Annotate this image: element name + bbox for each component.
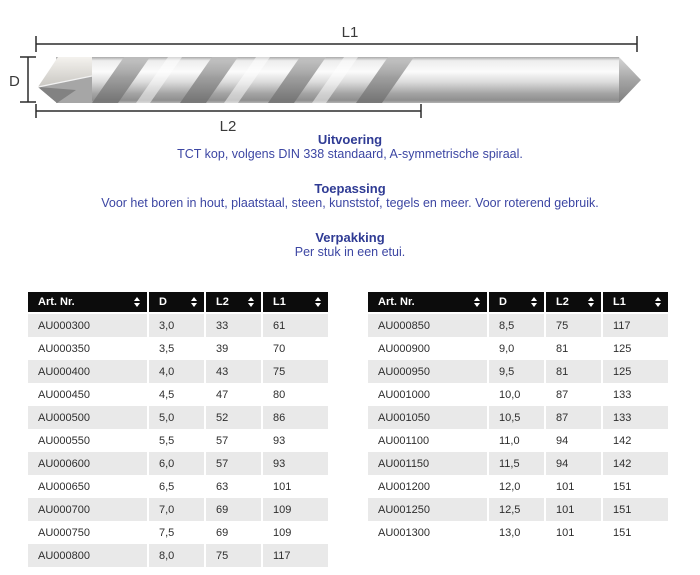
column-header-label: L2: [556, 296, 569, 308]
table-cell: 5,0: [148, 406, 205, 429]
table-cell: 133: [613, 388, 632, 401]
column-header-label: L1: [613, 296, 626, 308]
column-header-label: D: [499, 296, 507, 308]
column-header-l2[interactable]: [545, 292, 602, 313]
sort-icon: [588, 297, 594, 307]
section-body: TCT kop, volgens DIN 338 standaard, A-symmetrische spiraal.: [177, 147, 523, 161]
table-cell: 86: [273, 411, 286, 424]
table-row: [368, 360, 668, 383]
table-cell: 75: [205, 544, 262, 567]
table-cell: 10,5: [488, 406, 545, 429]
section-title: Uitvoering: [317, 132, 383, 147]
table-cell: AU001000: [368, 383, 488, 406]
table-cell: 125: [613, 365, 632, 378]
table-cell: AU000850: [368, 313, 488, 337]
table-cell: AU001050: [368, 406, 488, 429]
table-cell: 142: [613, 457, 632, 470]
table-cell: 39: [205, 337, 262, 360]
table-cell: 6,0: [148, 452, 205, 475]
table-cell: 94: [545, 452, 602, 475]
table-cell: 70: [273, 342, 286, 355]
table-row: [28, 521, 328, 544]
section-title: Verpakking: [315, 230, 385, 245]
table-cell: 69: [205, 498, 262, 521]
table-cell: 52: [205, 406, 262, 429]
dimension-label-l1: L1: [341, 24, 359, 41]
table-cell: 151: [613, 480, 632, 493]
table-cell: 94: [545, 429, 602, 452]
table-cell: 4,0: [148, 360, 205, 383]
table-row: [28, 406, 328, 429]
table-cell: 117: [273, 549, 291, 562]
table-cell: 10,0: [488, 383, 545, 406]
table-row: [368, 452, 668, 475]
table-cell: AU000400: [28, 360, 148, 383]
table-cell: 57: [205, 429, 262, 452]
section-body: Voor het boren in hout, plaatstaal, steen, kunststof, tegels en meer. Voor roterend gebruik.: [101, 196, 599, 210]
column-header-art-nr[interactable]: [28, 292, 148, 313]
table-cell: 87: [545, 406, 602, 429]
table-cell: 8,5: [488, 313, 545, 337]
dimension-label-l2: L2: [219, 118, 237, 135]
section-verpakking: [0, 230, 700, 260]
table-row: [368, 383, 668, 406]
table-row: [28, 452, 328, 475]
dimension-label-d: D: [9, 73, 20, 90]
column-header-label: L2: [216, 296, 229, 308]
column-header-label: Art. Nr.: [38, 296, 75, 308]
table-cell: 80: [273, 388, 286, 401]
sort-icon: [315, 297, 321, 307]
description-sections: [0, 132, 700, 279]
sort-icon: [655, 297, 661, 307]
table-row: [368, 406, 668, 429]
table-cell: AU001250: [368, 498, 488, 521]
table-row: [28, 337, 328, 360]
table-cell: 87: [545, 383, 602, 406]
table-cell: AU000550: [28, 429, 148, 452]
table-cell: 11,0: [488, 429, 545, 452]
table-cell: 7,0: [148, 498, 205, 521]
column-header-l1[interactable]: [262, 292, 328, 313]
table-cell: 75: [273, 365, 286, 378]
table-cell: 11,5: [488, 452, 545, 475]
table-row: [368, 475, 668, 498]
table-cell: 93: [273, 434, 286, 447]
column-header-d[interactable]: [148, 292, 205, 313]
table-cell: 109: [273, 526, 292, 539]
sort-icon: [474, 297, 480, 307]
sort-icon: [191, 297, 197, 307]
table-row: [28, 498, 328, 521]
table-header-row: [368, 292, 668, 313]
table-cell: AU000450: [28, 383, 148, 406]
table-cell: 12,5: [488, 498, 545, 521]
column-header-art-nr[interactable]: [368, 292, 488, 313]
column-header-label: L1: [273, 296, 286, 308]
table-row: [28, 360, 328, 383]
table-cell: 61: [273, 319, 286, 332]
section-uitvoering: [0, 132, 700, 162]
table-cell: 93: [273, 457, 286, 470]
table-cell: 101: [273, 480, 292, 493]
product-table-left: [28, 292, 328, 567]
section-body: Per stuk in een etui.: [294, 245, 406, 259]
table-cell: 133: [613, 411, 632, 424]
table-cell: AU001200: [368, 475, 488, 498]
table-cell: AU001100: [368, 429, 488, 452]
table-cell: 9,5: [488, 360, 545, 383]
table-cell: AU001300: [368, 521, 488, 544]
table-cell: AU000750: [28, 521, 148, 544]
table-cell: 101: [545, 521, 602, 544]
table-row: [368, 313, 668, 337]
table-row: [368, 429, 668, 452]
table-row: [368, 498, 668, 521]
dimension-d: [20, 57, 36, 102]
column-header-l2[interactable]: [205, 292, 262, 313]
table-cell: 3,5: [148, 337, 205, 360]
table-cell: 151: [613, 526, 632, 539]
table-cell: 101: [545, 498, 602, 521]
table-cell: 33: [205, 313, 262, 337]
section-toepassing: [0, 181, 700, 211]
product-table-right: [368, 292, 668, 544]
table-row: [28, 544, 328, 567]
table-cell: AU000900: [368, 337, 488, 360]
table-cell: 12,0: [488, 475, 545, 498]
table-cell: AU000600: [28, 452, 148, 475]
table-cell: AU000500: [28, 406, 148, 429]
table-cell: 151: [613, 503, 632, 516]
drill-bit-image: [38, 57, 641, 103]
table-cell: 9,0: [488, 337, 545, 360]
table-cell: 57: [205, 452, 262, 475]
table-cell: 8,0: [148, 544, 205, 567]
table-cell: AU000700: [28, 498, 148, 521]
dimension-l2: [36, 104, 421, 118]
table-cell: 63: [205, 475, 262, 498]
section-title: Toepassing: [314, 181, 386, 196]
table-cell: AU001150: [368, 452, 488, 475]
sort-icon: [134, 297, 140, 307]
drill-bit-figure: [0, 0, 700, 140]
table-cell: 43: [205, 360, 262, 383]
table-cell: 5,5: [148, 429, 205, 452]
table-row: [368, 521, 668, 544]
table-cell: 4,5: [148, 383, 205, 406]
table-cell: AU000300: [28, 313, 148, 337]
sort-icon: [531, 297, 537, 307]
table-cell: 69: [205, 521, 262, 544]
table-cell: AU000650: [28, 475, 148, 498]
table-cell: 109: [273, 503, 292, 516]
table-cell: 117: [613, 319, 631, 332]
table-row: [28, 313, 328, 337]
column-header-label: Art. Nr.: [378, 296, 415, 308]
table-row: [28, 383, 328, 406]
table-cell: 142: [613, 434, 632, 447]
table-cell: 7,5: [148, 521, 205, 544]
table-cell: 47: [205, 383, 262, 406]
table-cell: 13,0: [488, 521, 545, 544]
table-cell: 6,5: [148, 475, 205, 498]
table-cell: 3,0: [148, 313, 205, 337]
table-row: [28, 429, 328, 452]
table-cell: 81: [545, 360, 602, 383]
table-cell: AU000950: [368, 360, 488, 383]
table-row: [28, 475, 328, 498]
table-cell: AU000800: [28, 544, 148, 567]
table-row: [368, 337, 668, 360]
table-header-row: [28, 292, 328, 313]
table-cell: 101: [545, 475, 602, 498]
table-cell: 125: [613, 342, 632, 355]
table-cell: 75: [545, 313, 602, 337]
column-header-d[interactable]: [488, 292, 545, 313]
table-cell: 81: [545, 337, 602, 360]
dimension-l1: [36, 36, 637, 52]
table-cell: AU000350: [28, 337, 148, 360]
column-header-label: D: [159, 296, 167, 308]
sort-icon: [248, 297, 254, 307]
column-header-l1[interactable]: [602, 292, 668, 313]
